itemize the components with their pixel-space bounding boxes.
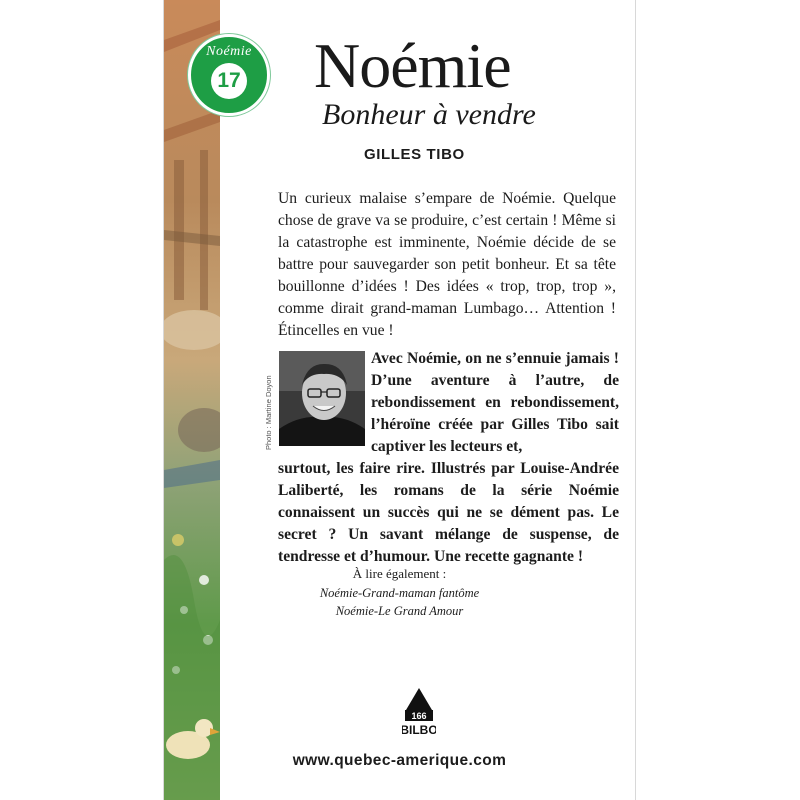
photo-credit: Photo : Martine Doyon xyxy=(264,375,273,450)
series-name: Noémie xyxy=(206,44,252,59)
also-read-item: Noémie-Grand-maman fantôme xyxy=(319,586,480,600)
cover-illustration-strip xyxy=(164,0,220,800)
back-cover xyxy=(164,0,635,800)
bilbo-logo xyxy=(402,688,436,742)
series-badge xyxy=(188,34,270,116)
author-photo xyxy=(279,351,365,446)
book-subtitle: Bonheur à vendre xyxy=(322,98,536,131)
also-read-label: À lire également : xyxy=(352,566,447,581)
series-number: 17 xyxy=(211,63,247,99)
summary-text: Un curieux malaise s’empare de Noémie. Quelque chose de grave va se produire, c’est certain ! Même si la catastrophe est imminente, Noémie décide de se battre pour sauvegarder son petit bonheur. Et sa tête bouillonne d’idées ! Des idées « trop, trop, trop », comme dirait grand-maman Lumbago… Attention ! Étincelles en vue ! xyxy=(278,190,616,339)
author-name: GILLES TIBO xyxy=(364,146,465,163)
author-bio-part1: Avec Noémie, on ne s’ennuie jamais ! D’une aventure à l’autre, de rebondissement en rebondissement, l’héroïne créée par Gilles Tibo sait captiver les lecteurs et, xyxy=(371,350,619,455)
book-title: Noémie xyxy=(314,30,511,101)
logo-number: 166 xyxy=(411,711,427,721)
illustration-art xyxy=(164,0,220,800)
logo-name: BILBO xyxy=(402,723,436,737)
also-read-item: Noémie-Le Grand Amour xyxy=(335,604,464,618)
author-bio-part2: surtout, les faire rire. Illustrés par Louise-Andrée Laliberté, les romans de la série Noémie connaissent un succès qui ne se dément pas. Le secret ? Un savant mélange de suspense, de tendresse et d’humour. Une recette gagnante ! xyxy=(278,460,619,565)
publisher-url: www.quebec-amerique.com xyxy=(292,752,507,769)
